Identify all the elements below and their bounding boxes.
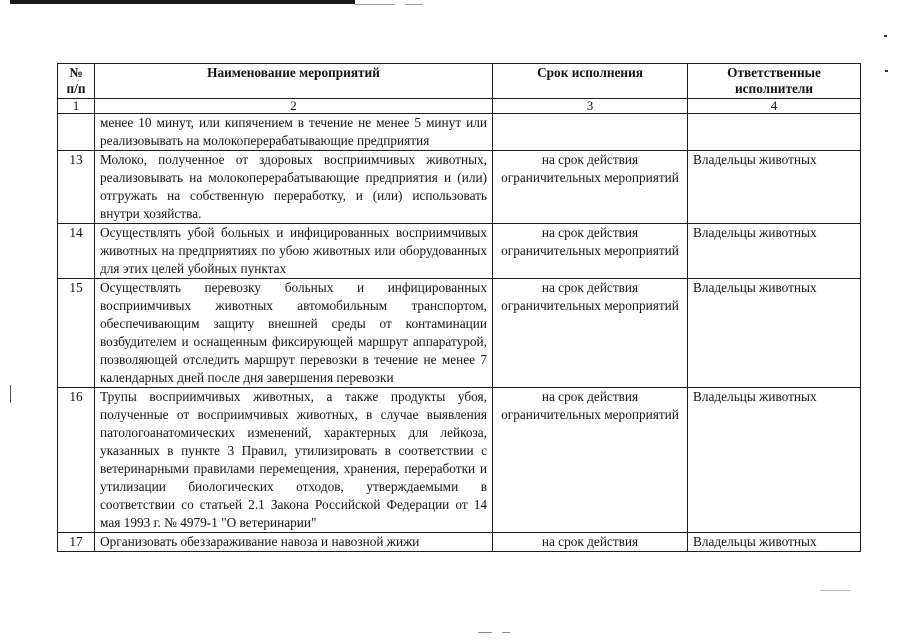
header-deadline: Срок исполнения [493,64,688,99]
table-row [58,224,861,279]
row-deadline: на срок действия ограничительных мероприятий [493,279,688,388]
row-number: 17 [58,533,95,552]
row-responsible: Владельцы животных [688,388,861,533]
scan-bottom-mark [478,632,492,633]
row-description: Осуществлять перевозку больных и инфицированных восприимчивых животных автомобильным транспортом, обеспечивающим защиту внешней среды от контаминации возбудителем и оснащенным фиксирующей маршрут аппаратурой, позволяющей отследить маршрут перевозки в течение не менее 7 календарных дней после дня завершения перевозки [95,279,493,388]
row-number [58,114,95,151]
row-description: Молоко, полученное от здоровых восприимчивых животных, реализовывать на молокоперерабатывающие предприятия и (или) отгружать на собственную переработку, и (или) использовать внутри хозяйства. [95,151,493,224]
row-description: менее 10 минут, или кипячением в течение не менее 5 минут или реализовывать на молокоперерабатывающие предприятия [95,114,493,151]
header-number: № п/п [58,64,95,99]
header-measures: Наименование мероприятий [95,64,493,99]
row-number: 16 [58,388,95,533]
column-number-row [58,99,861,114]
row-number: 13 [58,151,95,224]
scan-speck [884,35,887,37]
scan-margin-mark [10,385,11,403]
scan-top-border-faint [405,4,423,5]
row-number: 15 [58,279,95,388]
row-number: 14 [58,224,95,279]
column-number: 3 [493,99,688,114]
row-description: Осуществлять убой больных и инфицированных восприимчивых животных на предприятиях по убою животных или оборудованных для этих целей убойных пунктах [95,224,493,279]
column-number: 2 [95,99,493,114]
row-deadline: на срок действия [493,533,688,552]
row-deadline: на срок действия ограничительных мероприятий [493,224,688,279]
scan-top-border [10,0,355,4]
table-row [58,279,861,388]
measures-table [57,63,861,552]
table-row [58,151,861,224]
row-responsible [688,114,861,151]
scan-speck [885,70,888,72]
table-row [58,388,861,533]
row-responsible: Владельцы животных [688,533,861,552]
row-description: Трупы восприимчивых животных, а также продукты убоя, полученные от восприимчивых животных, в случае выявления патологоанатомических изменений, характерных для лейкоза, указанных в пункте 3 Правил, утилизировать в соответствии с ветеринарными правилами перемещения, хранения, переработки и утилизации биологических отходов, утверждаемыми в соответствии со статьей 2.1 Закона Российской Федерации от 14 мая 1993 г. № 4979-1 "О ветеринарии" [95,388,493,533]
table-row [58,533,861,552]
scan-bottom-mark [820,590,850,591]
row-description: Организовать обеззараживание навоза и навозной жижи [95,533,493,552]
table-row-continuation [58,114,861,151]
table-header-row [58,64,861,99]
row-responsible: Владельцы животных [688,279,861,388]
header-responsible: Ответственные исполнители [688,64,861,99]
row-responsible: Владельцы животных [688,224,861,279]
column-number: 1 [58,99,95,114]
column-number: 4 [688,99,861,114]
scan-bottom-mark [502,632,510,633]
row-deadline [493,114,688,151]
row-deadline: на срок действия ограничительных мероприятий [493,151,688,224]
scan-top-border-faint [355,4,395,5]
row-deadline: на срок действия ограничительных мероприятий [493,388,688,533]
row-responsible: Владельцы животных [688,151,861,224]
